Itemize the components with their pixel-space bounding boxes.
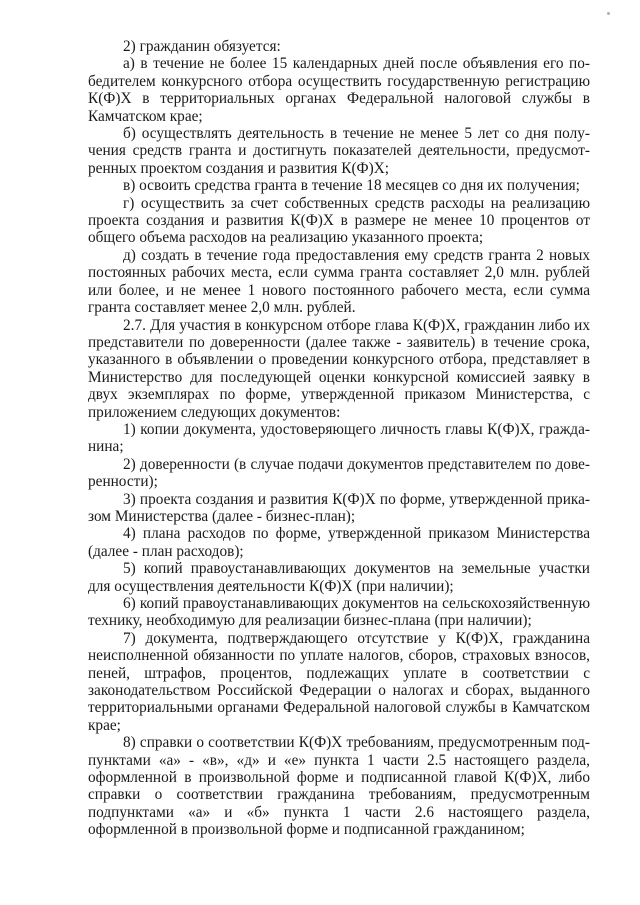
scan-dot [607,12,610,15]
paragraph-doc-2: 2) доверенности (в случае подачи документов представителем по доверенности); [88,455,590,491]
paragraph-doc-8: 8) справки о соответствии К(Ф)Х требованиям, предусмотренным подпунктами «а» - «в», «д» и «е» пункта 1 части 2.5 настоящего раздела, оформленной в произвольной форме и подписанной главой К(Ф)Х, либо справки о соответствии гражданина требованиям, предусмотренным подпунктами «а» и «б» пункта 1 части 2.6 настоящего раздела, оформленной в произвольной форме и подписанной гражданином; [88,734,590,839]
paragraph-citizen-obligations: 2) гражданин обязуется: [123,38,281,55]
paragraph-doc-4: 4) плана расходов по форме, утвержденной приказом Министерства (далее - план расходов); [88,525,590,560]
paragraph-obligation-b: б) осуществлять деятельность в течение не менее 5 лет со дня получения средств гранта и достигнуть показателей деятельности, предусмотренных проектом создания и развития К(Ф)Х; [88,125,590,177]
paragraph-obligation-g: г) осуществить за счет собственных средств расходы на реализацию проекта создания и развития К(Ф)Х в размере не менее 10 процентов от общего объема расходов на реализацию указанного проекта; [88,194,590,247]
document-body [88,38,590,839]
paragraph-doc-1: 1) копии документа, удостоверяющего личность главы К(Ф)Х, гражданина; [88,420,590,456]
paragraph-doc-5: 5) копий правоустанавливающих документов на земельные участки для осуществления деятельности К(Ф)Х (при наличии); [88,560,590,595]
paragraph-doc-6: 6) копий правоустанавливающих документов на сельскохозяйственную технику, необходимую для реализации бизнес-плана (при наличии); [88,595,590,630]
paragraph-obligation-d: д) создать в течение года предоставления ему средств гранта 2 новых постоянных рабочих места, если сумма гранта составляет 2,0 млн. рублей или более, и не менее 1 нового постоянного рабочего места, если сумма гранта составляет менее 2,0 млн. рублей. [88,246,590,317]
paragraph-section-2-7: 2.7. Для участия в конкурсном отборе глава К(Ф)Х, гражданин либо их представители по доверенности (далее также - заявитель) в течение срока, указанного в объявлении о проведении конкурсного отбора, представляет в Министерство для последующей оценки конкурсной комиссией заявку в двух экземплярах по форме, утвержденной приказом Министерства, с приложением следующих документов: [88,316,590,421]
paragraph-obligation-a: а) в течение не более 15 календарных дней после объявления его победителем конкурсного отбора осуществить государственную регистрацию К(Ф)Х в территориальных органах Федеральной налоговой службы в Камчатском крае; [88,55,590,125]
paragraph-obligation-v: в) освоить средства гранта в течение 18 месяцев со дня их получения; [123,177,580,195]
paragraph-doc-3: 3) проекта создания и развития К(Ф)Х по форме, утвержденной приказом Министерства (далее - бизнес-план); [88,490,590,525]
paragraph-doc-7: 7) документа, подтверждающего отсутствие у К(Ф)Х, гражданина неисполненной обязанности по уплате налогов, сборов, страховых взносов, пеней, штрафов, процентов, подлежащих уплате в соответствии с законодательством Российской Федерации о налогах и сборах, выданного территориальными органами Федеральной налоговой службы в Камчатском крае; [88,629,590,734]
